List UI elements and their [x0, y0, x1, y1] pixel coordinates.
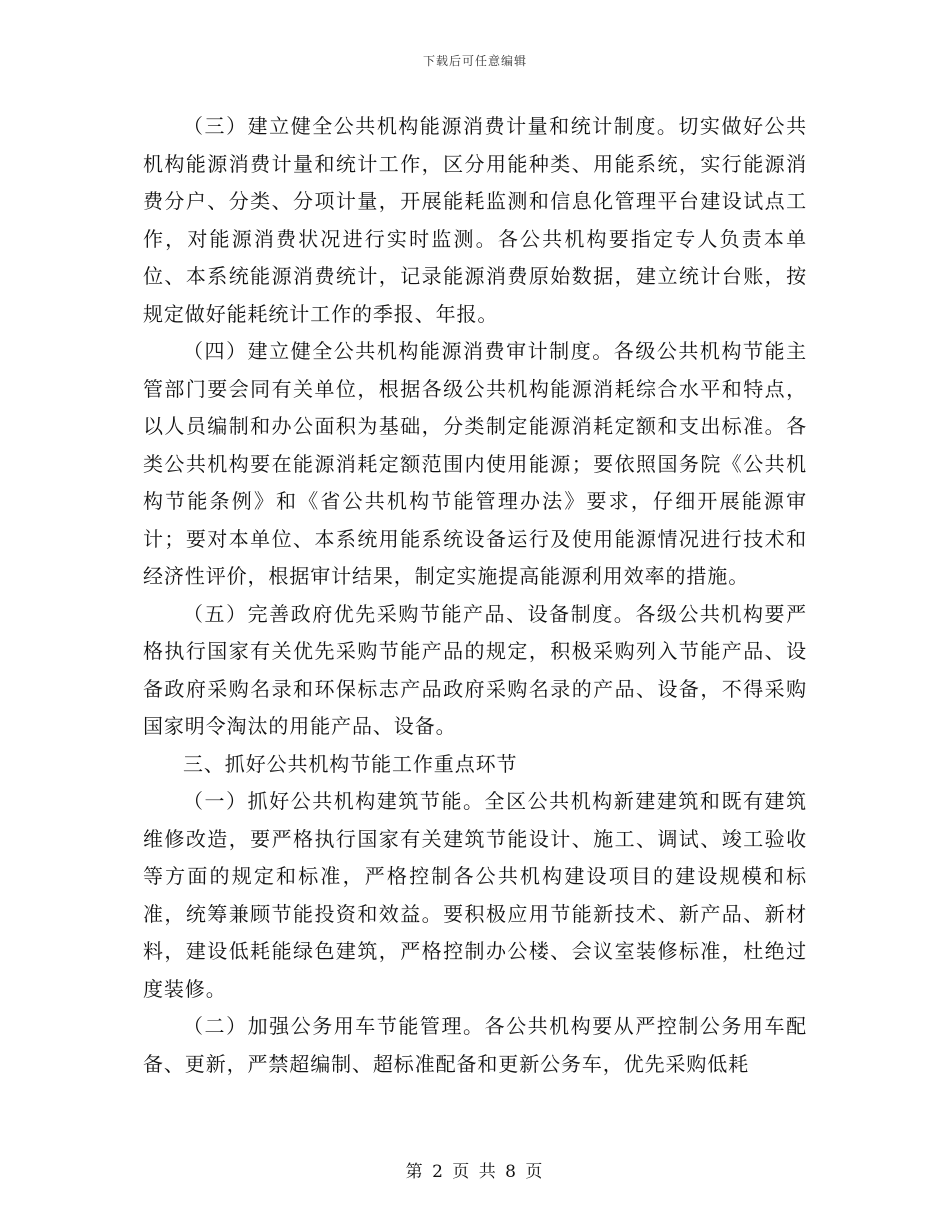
page-header: 下载后可任意编辑 [422, 54, 527, 68]
paragraph-section-3-item-5: （五）完善政府优先采购节能产品、设备制度。各级公共机构要严格执行国家有关优先采购节能产品的规定，积极采购列入节能产品、设备政府采购名录和环保标志产品政府采购名录的产品、设备，不得采购国家明令淘汰的用能产品、设备。 [143, 601, 807, 738]
page-number-footer: 第 2 页 共 8 页 [405, 1162, 545, 1182]
paragraph-section-3-item-3: （三）建立健全公共机构能源消费计量和统计制度。切实做好公共机构能源消费计量和统计工作，区分用能种类、用能系统，实行能源消费分户、分类、分项计量，开展能耗监测和信息化管理平台建设试点工作，对能源消费状况进行实时监测。各公共机构要指定专人负责本单位、本系统能源消费统计，记录能源消费原始数据，建立统计台账，按规定做好能耗统计工作的季报、年报。 [143, 114, 807, 326]
paragraph-section-3-item-2: （二）加强公务用车节能管理。各公共机构要从严控制公务用车配备、更新，严禁超编制、超标准配备和更新公务车，优先采购低耗 [143, 1014, 807, 1076]
paragraph-section-3-item-1: （一）抓好公共机构建筑节能。全区公共机构新建建筑和既有建筑维修改造，要严格执行国家有关建筑节能设计、施工、调试、竣工验收等方面的规定和标准，严格控制各公共机构建设项目的建设规模和标准，统筹兼顾节能投资和效益。要积极应用节能新技术、新产品、新材料，建设低耗能绿色建筑，严格控制办公楼、会议室装修标准，杜绝过度装修。 [143, 789, 807, 1001]
section-heading-3: 三、抓好公共机构节能工作重点环节 [183, 751, 518, 776]
document-body [143, 108, 807, 1083]
paragraph-section-3-item-4: （四）建立健全公共机构能源消费审计制度。各级公共机构节能主管部门要会同有关单位，根据各级公共机构能源消耗综合水平和特点，以人员编制和办公面积为基础，分类制定能源消耗定额和支出标准。各类公共机构要在能源消耗定额范围内使用能源；要依照国务院《公共机构节能条例》和《省公共机构节能管理办法》要求，仔细开展能源审计；要对本单位、本系统用能系统设备运行及使用能源情况进行技术和经济性评价，根据审计结果，制定实施提高能源利用效率的措施。 [143, 339, 807, 588]
